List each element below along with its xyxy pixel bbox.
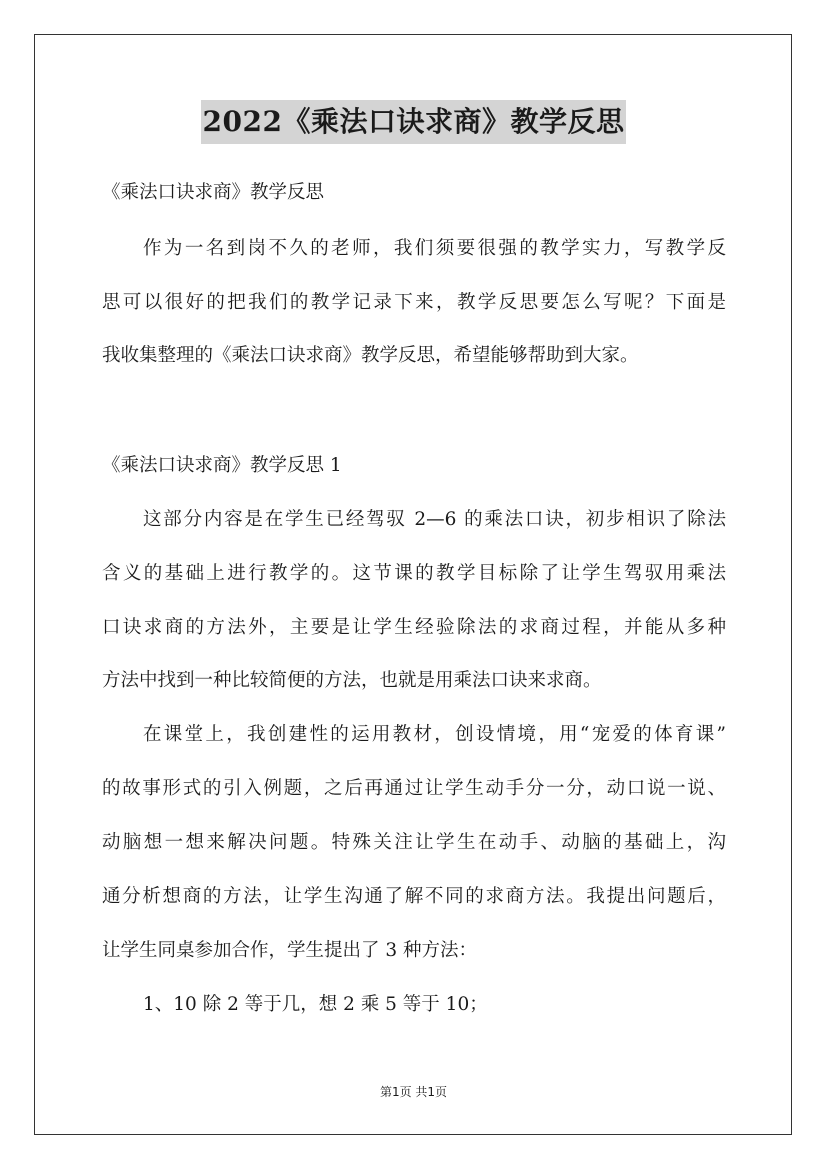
para1-line-4: 方法中找到一种比较简便的方法，也就是用乘法口诀来求商。: [102, 670, 602, 691]
intro-line-3: 我收集整理的《乘法口诀求商》教学反思，希望能够帮助到大家。: [102, 345, 639, 366]
section-heading: 《乘法口诀求商》教学反思 1: [102, 455, 342, 476]
intro-line-2: 思可以很好的把我们的教学记录下来，教学反思要怎么写呢？下面是: [102, 292, 726, 313]
title-container: [0, 100, 827, 144]
list-item-1: 1、10 除 2 等于几，想 2 乘 5 等于 10；: [143, 994, 488, 1015]
para2-line-1: 在课堂上，我创建性的运用教材，创设情境，用“宠爱的体育课”: [143, 724, 726, 745]
document-subtitle: 《乘法口诀求商》教学反思: [102, 182, 325, 203]
intro-line-1: 作为一名到岗不久的老师，我们须要很强的教学实力，写教学反: [143, 238, 726, 259]
document-title: 2022《乘法口诀求商》教学反思: [201, 100, 627, 144]
para2-line-2: 的故事形式的引入例题，之后再通过让学生动手分一分，动口说一说、: [102, 778, 726, 799]
para2-line-5: 让学生同桌参加合作，学生提出了 3 种方法：: [102, 940, 478, 961]
page-footer: 第1页 共1页: [379, 1085, 448, 1099]
para1-line-2: 含义的基础上进行教学的。这节课的教学目标除了让学生驾驭用乘法: [102, 563, 726, 584]
para2-line-3: 动脑想一想来解决问题。特殊关注让学生在动手、动脑的基础上，沟: [102, 832, 726, 853]
para2-line-4: 通分析想商的方法，让学生沟通了解不同的求商方法。我提出问题后，: [102, 886, 726, 907]
para1-line-3: 口诀求商的方法外，主要是让学生经验除法的求商过程，并能从多种: [102, 617, 726, 638]
para1-line-1: 这部分内容是在学生已经驾驭 2—6 的乘法口诀，初步相识了除法: [143, 509, 726, 530]
